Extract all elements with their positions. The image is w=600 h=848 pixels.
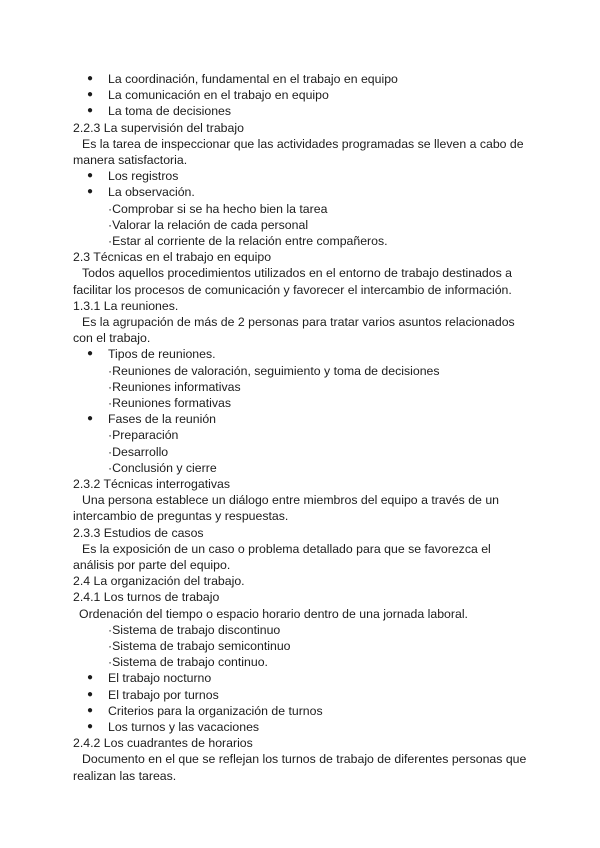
bullet-text: Tipos de reuniones.: [108, 347, 216, 362]
paragraph-line: intercambio de preguntas y respuestas.: [73, 509, 289, 524]
sub-item: ·Sistema de trabajo continuo.: [108, 655, 268, 670]
paragraph-line: Es la agrupación de más de 2 personas para tratar varios asuntos relacionados: [82, 315, 515, 329]
paragraph-line: realizan las tareas.: [73, 768, 177, 783]
section-heading: 2.2.3 La supervisión del trabajo: [73, 120, 244, 135]
section-heading: 1.3.1 La reuniones.: [73, 298, 179, 313]
bullet-dot-icon: ●: [87, 89, 94, 101]
bullet-text: La comunicación en el trabajo en equipo: [108, 88, 329, 103]
bullet-dot-icon: ●: [87, 73, 94, 84]
paragraph-line: Todos aquellos procedimientos utilizados en el entorno de trabajo destinados a: [82, 266, 512, 281]
bullet-text: El trabajo por turnos: [108, 687, 219, 702]
paragraph-line: Es la exposición de un caso o problema detallado para que se favorezca el: [82, 541, 491, 556]
sub-item: ·Sistema de trabajo semicontinuo: [108, 639, 291, 653]
sub-item: ·Reuniones informativas: [108, 379, 241, 394]
section-heading: 2.4.1 Los turnos de trabajo: [73, 590, 220, 605]
paragraph-line: Documento en el que se reflejan los turnos de trabajo de diferentes personas que: [82, 752, 527, 767]
section-heading: 2.3.2 Técnicas interrogativas: [73, 477, 230, 491]
bullet-text: Criterios para la organización de turnos: [108, 703, 323, 718]
section-heading: 2.4.2 Los cuadrantes de horarios: [73, 736, 253, 751]
bullet-dot-icon: ●: [87, 105, 94, 117]
bullet-text: Fases de la reunión: [108, 412, 217, 427]
bullet-dot-icon: ●: [87, 170, 94, 182]
bullet-dot-icon: ●: [87, 672, 94, 684]
sub-item: ·Comprobar si se ha hecho bien la tarea: [108, 201, 328, 216]
sub-item: ·Reuniones de valoración, seguimiento y toma de decisiones: [108, 363, 440, 378]
paragraph-line: Una persona establece un diálogo entre miembros del equipo a través de un: [82, 493, 499, 508]
sub-item: ·Reuniones formativas: [108, 396, 232, 410]
section-heading: 2.3.3 Estudios de casos: [73, 525, 204, 540]
paragraph-line: manera satisfactoria.: [73, 153, 188, 167]
bullet-text: El trabajo nocturno: [108, 671, 212, 686]
bullet-dot-icon: ●: [87, 413, 94, 425]
sub-item: ·Conclusión y cierre: [108, 460, 217, 475]
bullet-dot-icon: ●: [87, 721, 94, 732]
bullet-dot-icon: ●: [87, 186, 94, 198]
bullet-dot-icon: ●: [87, 704, 94, 716]
bullet-text: Los turnos y las vacaciones: [108, 720, 260, 734]
bullet-dot-icon: ●: [87, 688, 94, 700]
paragraph-line: Es la tarea de inspeccionar que las actividades programadas se lleven a cabo de: [82, 136, 524, 151]
sub-item: ·Estar al corriente de la relación entre compañeros.: [108, 234, 388, 248]
sub-item: ·Sistema de trabajo discontinuo: [108, 622, 281, 637]
paragraph-line: con el trabajo.: [73, 331, 151, 346]
sub-item: ·Preparación: [108, 428, 179, 443]
bullet-text: Los registros: [108, 169, 179, 184]
section-heading: 2.4 La organización del trabajo.: [73, 574, 245, 589]
paragraph-line: Ordenación del tiempo o espacio horario dentro de una jornada laboral.: [79, 606, 468, 621]
bullet-text: La observación.: [108, 185, 195, 200]
bullet-text: La coordinación, fundamental en el trabajo en equipo: [108, 72, 398, 86]
bullet-dot-icon: ●: [87, 348, 94, 360]
sub-item: ·Valorar la relación de cada personal: [108, 217, 309, 232]
paragraph-line: facilitar los procesos de comunicación y favorecer el intercambio de información.: [73, 282, 512, 297]
paragraph-line: análisis por parte del equipo.: [73, 558, 231, 572]
bullet-text: La toma de decisiones: [108, 104, 232, 119]
section-heading: 2.3 Técnicas en el trabajo en equipo: [73, 250, 272, 265]
sub-item: ·Desarrollo: [108, 444, 169, 459]
